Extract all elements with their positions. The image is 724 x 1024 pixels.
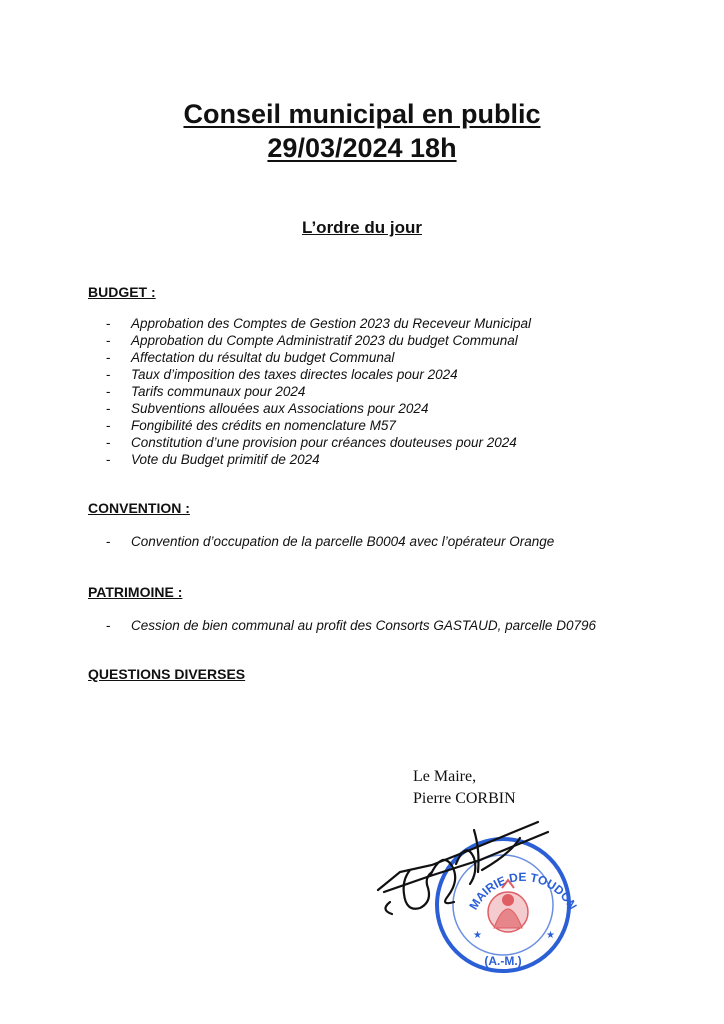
stamp-star-right-icon: ★	[546, 930, 555, 941]
section-heading-questions-diverses: QUESTIONS DIVERSES	[88, 666, 246, 682]
signature-block	[413, 766, 516, 810]
list-item: - Approbation des Comptes de Gestion 2023 du Receveur Municipal	[106, 316, 531, 331]
agenda-heading: L’ordre du jour	[302, 218, 422, 237]
list-item: - Constitution d’une provision pour créances douteuses pour 2024	[106, 435, 517, 450]
page-title: Conseil municipal en public	[183, 99, 541, 129]
budget-list	[106, 315, 531, 468]
list-item: - Approbation du Compte Administratif 2023 du budget Communal	[106, 333, 518, 348]
convention-list	[106, 533, 554, 550]
list-item: - Convention d’occupation de la parcelle B0004 avec l’opérateur Orange	[106, 534, 555, 549]
list-item: - Tarifs communaux pour 2024	[106, 384, 306, 399]
signatory-name: Pierre CORBIN	[413, 790, 516, 807]
patrimoine-list	[106, 617, 596, 634]
signatory-role: Le Maire,	[413, 768, 477, 785]
stamp-star-left-icon: ★	[473, 930, 482, 941]
section-heading-budget: BUDGET :	[88, 284, 156, 300]
list-item: - Subventions allouées aux Associations pour 2024	[106, 401, 429, 416]
section-heading-convention: CONVENTION :	[88, 500, 190, 516]
list-item: - Taux d’imposition des taxes directes locales pour 2024	[106, 367, 458, 382]
stamp-text: MAIRIE DE TOUDON	[466, 869, 580, 913]
section-heading-patrimoine: PATRIMOINE :	[88, 584, 183, 600]
stamp-and-signature	[370, 810, 590, 980]
list-item: - Affectation du résultat du budget Communal	[106, 350, 395, 365]
list-item: - Vote du Budget primitif de 2024	[106, 452, 320, 467]
list-item: - Cession de bien communal au profit des Consorts GASTAUD, parcelle D0796	[106, 618, 596, 633]
list-item: - Fongibilité des crédits en nomenclature M57	[106, 418, 396, 433]
stamp-region: (A.-M.)	[484, 954, 522, 968]
meeting-date: 29/03/2024 18h	[267, 133, 457, 163]
